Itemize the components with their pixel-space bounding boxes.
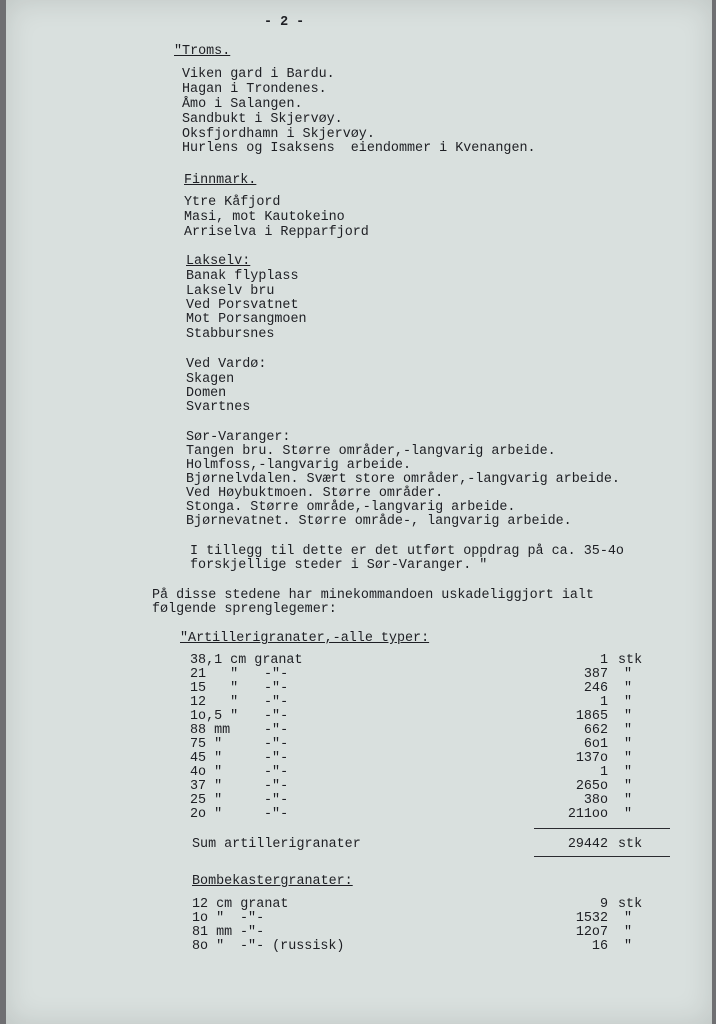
ditto: -"-	[240, 911, 265, 926]
calibre: 45 "	[190, 751, 223, 766]
quantity: 6o1	[583, 737, 608, 752]
list-item: Bjørnelvdalen. Svært store områder,-langvarig arbeide.	[186, 472, 620, 487]
calibre: 15 "	[190, 681, 239, 696]
document-page	[6, 0, 712, 1024]
vardo-heading: Ved Vardø:	[186, 357, 267, 372]
lakselv-heading: Lakselv:	[186, 254, 251, 269]
list-item: Bjørnevatnet. Større område-, langvarig arbeide.	[186, 514, 572, 529]
ditto: -"-	[240, 925, 265, 940]
ditto: -"-	[264, 807, 289, 822]
artillery-sum-unit: stk	[618, 837, 643, 852]
troms-heading: "Troms.	[174, 44, 231, 59]
list-item: Ved Porsvatnet	[186, 298, 299, 313]
list-item: Hurlens og Isaksens eiendommer i Kvenangen.	[182, 141, 536, 156]
unit: "	[624, 807, 633, 822]
unit: "	[624, 911, 633, 926]
unit: "	[624, 939, 633, 954]
finnmark-heading: Finnmark.	[184, 173, 257, 188]
quantity: 387	[583, 667, 608, 682]
unit: "	[624, 737, 633, 752]
ditto: -"-	[264, 779, 289, 794]
quantity: 1	[599, 765, 608, 780]
unit: "	[624, 681, 633, 696]
calibre: 1o "	[192, 911, 225, 926]
unit: "	[624, 925, 633, 940]
quantity: 38o	[583, 793, 608, 808]
list-item: Lakselv bru	[186, 284, 275, 299]
unit: "	[624, 709, 633, 724]
list-item: Domen	[186, 386, 227, 401]
quantity: 137o	[575, 751, 608, 766]
calibre: 37 "	[190, 779, 223, 794]
quantity: 9	[599, 897, 608, 912]
intro-line: På disse stedene har minekommandoen uskadeliggjort ialt	[152, 588, 594, 603]
list-item: Mot Porsangmoen	[186, 312, 307, 327]
page-number: - 2 -	[264, 15, 305, 30]
list-item: Ved Høybuktmoen. Større områder.	[186, 486, 444, 501]
quantity: 246	[583, 681, 608, 696]
ditto: -"-	[264, 793, 289, 808]
list-item: Arriselva i Repparfjord	[184, 225, 369, 240]
calibre: 88 mm	[190, 723, 231, 738]
list-item: Oksfjordhamn i Skjervøy.	[182, 127, 375, 142]
unit: "	[624, 765, 633, 780]
ditto: -"-	[264, 765, 289, 780]
calibre: 21 "	[190, 667, 239, 682]
ditto: -"- (russisk)	[240, 939, 345, 954]
unit: "	[624, 779, 633, 794]
ditto: -"-	[264, 695, 289, 710]
unit: "	[624, 667, 633, 682]
calibre: 4o "	[190, 765, 223, 780]
list-item: Hagan i Trondenes.	[182, 82, 327, 97]
quantity: 12o7	[575, 925, 608, 940]
quantity: 1865	[575, 709, 608, 724]
calibre: 75 "	[190, 737, 223, 752]
sum-rule-top	[534, 828, 670, 829]
sum-rule-bottom	[534, 856, 670, 857]
list-item: Tangen bru. Større områder,-langvarig arbeide.	[186, 444, 556, 459]
unit: "	[624, 793, 633, 808]
quantity: 16	[591, 939, 608, 954]
calibre: 2o "	[190, 807, 223, 822]
quantity: 211oo	[567, 807, 608, 822]
addition-line: forskjellige steder i Sør-Varanger. "	[190, 558, 488, 573]
mortar-heading: Bombekastergranater:	[192, 874, 353, 889]
calibre: 12 cm granat	[192, 897, 289, 912]
calibre: 38,1 cm granat	[190, 653, 303, 668]
list-item: Stonga. Større område,-langvarig arbeide.	[186, 500, 516, 515]
ditto: -"-	[264, 667, 289, 682]
calibre: 1o,5 "	[190, 709, 239, 724]
ditto: -"-	[264, 751, 289, 766]
addition-line: I tillegg til dette er det utført oppdrag på ca. 35-4o	[190, 544, 624, 559]
ditto: -"-	[264, 737, 289, 752]
list-item: Viken gard i Bardu.	[182, 67, 335, 82]
list-item: Masi, mot Kautokeino	[184, 210, 345, 225]
artillery-heading: "Artillerigranater,-alle typer:	[180, 631, 430, 646]
list-item: Stabbursnes	[186, 327, 275, 342]
ditto: -"-	[264, 709, 289, 724]
quantity: 662	[583, 723, 608, 738]
unit: "	[624, 695, 633, 710]
artillery-sum-label: Sum artillerigranater	[192, 837, 361, 852]
quantity: 1	[599, 653, 608, 668]
list-item: Svartnes	[186, 400, 251, 415]
calibre: 25 "	[190, 793, 223, 808]
unit: stk	[618, 653, 643, 668]
unit: stk	[618, 897, 643, 912]
list-item: Holmfoss,-langvarig arbeide.	[186, 458, 411, 473]
artillery-sum-quantity: 29442	[567, 837, 608, 852]
calibre: 81 mm	[192, 925, 233, 940]
unit: "	[624, 751, 633, 766]
calibre: 12 "	[190, 695, 239, 710]
list-item: Sandbukt i Skjervøy.	[182, 112, 343, 127]
quantity: 265o	[575, 779, 608, 794]
ditto: -"-	[264, 681, 289, 696]
list-item: Åmo i Salangen.	[182, 97, 303, 112]
calibre: 8o "	[192, 939, 225, 954]
ditto: -"-	[264, 723, 289, 738]
list-item: Banak flyplass	[186, 269, 299, 284]
list-item: Ytre Kåfjord	[184, 195, 281, 210]
list-item: Skagen	[186, 372, 235, 387]
intro-line: følgende sprenglegemer:	[152, 602, 337, 617]
unit: "	[624, 723, 633, 738]
sor-varanger-heading: Sør-Varanger:	[186, 430, 291, 445]
quantity: 1	[599, 695, 608, 710]
quantity: 1532	[575, 911, 608, 926]
